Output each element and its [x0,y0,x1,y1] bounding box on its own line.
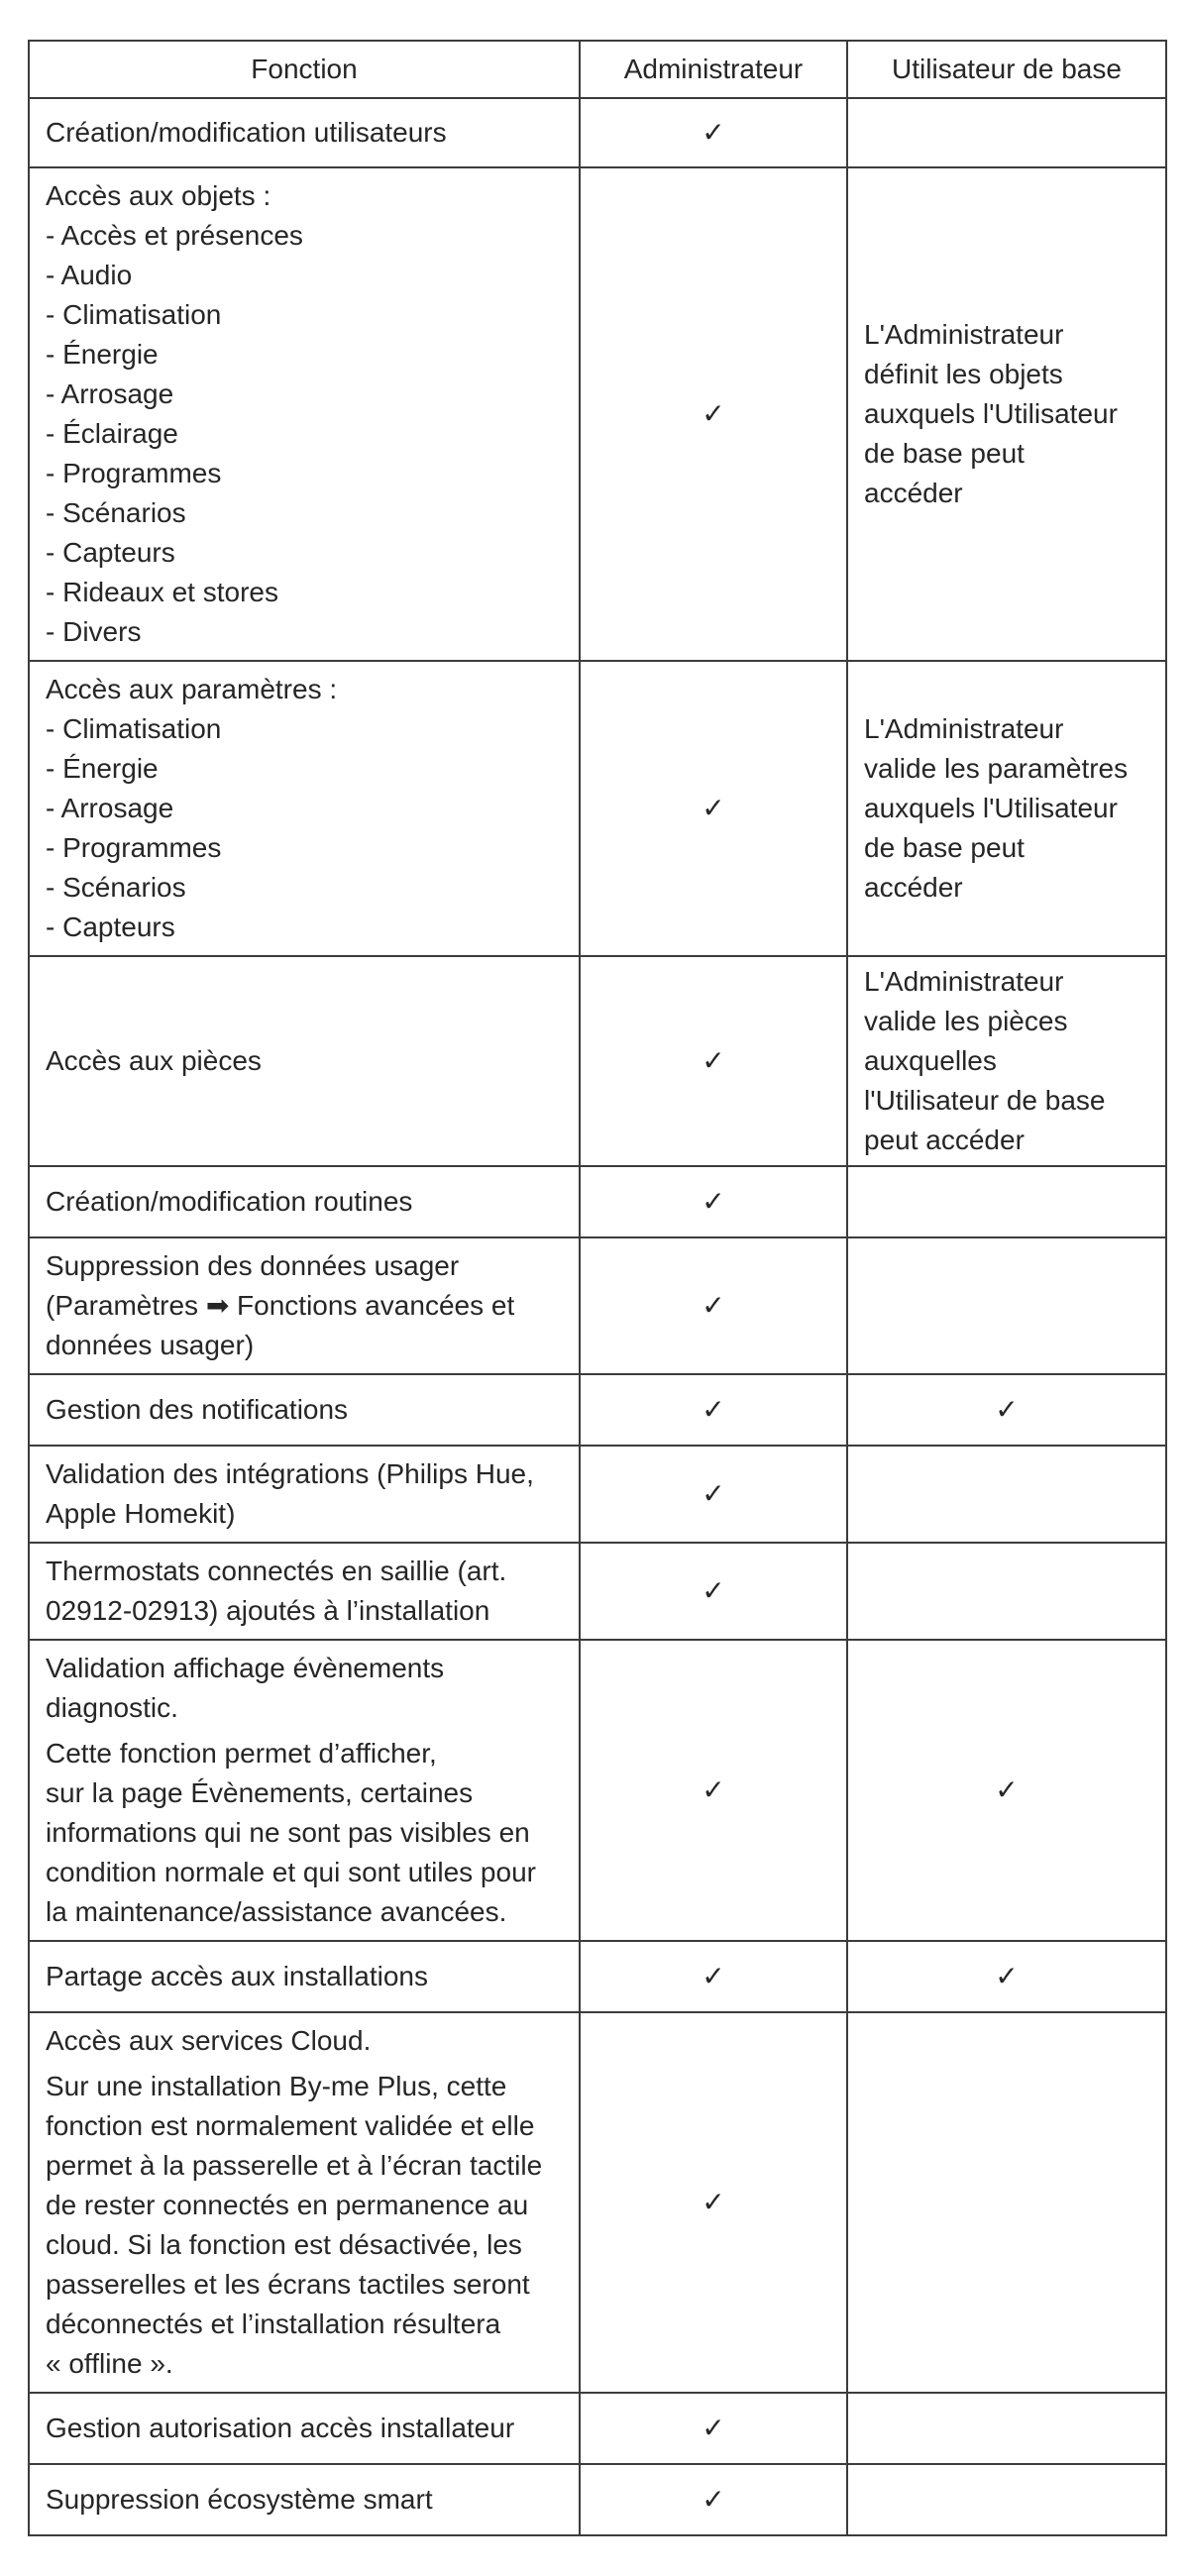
basic-user-cell [847,2393,1166,2464]
function-text: - Climatisation [46,299,222,330]
function-text: diagnostic. [46,1692,178,1723]
function-text: Thermostats connectés en saillie (art. [46,1556,507,1586]
function-text: Partage accès aux installations [46,1961,428,1991]
function-text: Création/modification routines [46,1186,413,1217]
basic-user-note: L'Administrateur [864,713,1064,744]
table-row [29,1166,1166,1237]
basic-user-note: accéder [864,872,963,903]
table-row [29,1543,1166,1640]
function-text: Accès aux pièces [46,1045,262,1076]
function-cell [29,167,580,661]
basic-user-cell [847,1446,1166,1543]
basic-user-cell [847,167,1166,661]
admin-cell [580,661,847,956]
table-row [29,1941,1166,2012]
basic-user-note: de base peut [864,832,1025,863]
check-icon: ✓ [702,2483,725,2516]
function-text: - Capteurs [46,912,175,942]
basic-user-note: de base peut [864,438,1025,469]
check-icon: ✓ [702,116,725,149]
function-description: fonction est normalement validée et elle [46,2110,535,2141]
function-text: Accès aux objets : [46,180,271,211]
function-text: - Arrosage [46,793,174,823]
function-text: - Audio [46,260,133,290]
function-cell [29,1374,580,1446]
function-description: la maintenance/assistance avancées. [46,1896,507,1927]
function-text: Création/modification utilisateurs [46,117,447,148]
check-icon: ✓ [702,1044,725,1077]
function-description: « offline ». [46,2348,173,2379]
basic-user-note: l'Utilisateur de base [864,1085,1106,1116]
admin-cell [580,1374,847,1446]
basic-user-cell [847,1166,1166,1237]
function-cell [29,1640,580,1941]
function-description: sur la page Évènements, certaines [46,1777,474,1808]
function-text: Validation des intégrations (Philips Hue, [46,1458,534,1489]
check-icon: ✓ [995,1960,1019,1992]
basic-user-cell [847,1237,1166,1374]
table-row [29,1640,1166,1941]
function-text: - Arrosage [46,378,174,409]
basic-user-note: valide les paramètres [864,753,1129,784]
function-text: (Paramètres ➡ Fonctions avancées et [46,1290,515,1321]
basic-user-note: définit les objets [864,359,1063,389]
function-cell [29,1941,580,2012]
function-cell [29,2012,580,2393]
basic-user-note: accéder [864,478,963,508]
admin-cell [580,1640,847,1941]
basic-user-cell [847,1941,1166,2012]
check-icon: ✓ [702,397,725,430]
function-text: Gestion autorisation accès installateur [46,2413,515,2443]
table-row [29,661,1166,956]
function-text: Accès aux services Cloud. [46,2025,372,2056]
table-row [29,1446,1166,1543]
function-text: - Divers [46,616,142,647]
check-icon: ✓ [995,1393,1019,1426]
admin-cell [580,1446,847,1543]
access-rights-table [28,40,1167,2536]
basic-user-cell [847,98,1166,167]
function-cell [29,1446,580,1543]
basic-user-note: L'Administrateur [864,966,1064,997]
function-text: - Scénarios [46,497,186,528]
check-icon: ✓ [702,792,725,824]
check-icon: ✓ [702,1477,725,1510]
function-text: Suppression des données usager [46,1250,460,1281]
table-row [29,1237,1166,1374]
basic-user-cell [847,2012,1166,2393]
function-text: - Éclairage [46,418,178,449]
function-text: - Climatisation [46,713,222,744]
function-text: Apple Homekit) [46,1498,236,1529]
function-description: informations qui ne sont pas visibles en [46,1817,530,1848]
function-text: - Scénarios [46,872,186,903]
admin-cell [580,98,847,167]
basic-user-note: L'Administrateur [864,319,1064,350]
basic-user-note: auxquels l'Utilisateur [864,398,1118,429]
admin-cell [580,167,847,661]
function-cell [29,2393,580,2464]
admin-cell [580,1237,847,1374]
check-icon: ✓ [702,1960,725,1992]
basic-user-cell [847,1543,1166,1640]
function-text: données usager) [46,1330,255,1360]
check-icon: ✓ [702,1289,725,1322]
table-row [29,98,1166,167]
basic-user-note: auxquelles [864,1045,997,1076]
admin-cell [580,956,847,1166]
table-row [29,2012,1166,2393]
function-description: Cette fonction permet d’afficher, [46,1738,437,1769]
basic-user-note: peut accéder [864,1125,1025,1155]
check-icon: ✓ [702,1185,725,1218]
function-text: - Accès et présences [46,220,303,251]
function-text: - Énergie [46,339,159,370]
basic-user-note: auxquels l'Utilisateur [864,793,1118,823]
basic-user-cell [847,1374,1166,1446]
function-cell [29,1237,580,1374]
basic-user-cell [847,2464,1166,2535]
admin-cell [580,2012,847,2393]
function-text: - Énergie [46,753,159,784]
admin-cell [580,2393,847,2464]
check-icon: ✓ [702,1773,725,1806]
basic-user-cell [847,661,1166,956]
check-icon: ✓ [702,1393,725,1426]
function-text: - Rideaux et stores [46,577,278,607]
header-admin: Administrateur [580,41,847,98]
basic-user-cell [847,956,1166,1166]
function-cell [29,661,580,956]
check-icon: ✓ [702,1574,725,1607]
function-text: - Programmes [46,458,222,488]
function-description: de rester connectés en permanence au [46,2190,529,2220]
function-description: permet à la passerelle et à l’écran tactile [46,2150,543,2181]
table-row [29,167,1166,661]
table-row [29,1374,1166,1446]
function-cell [29,98,580,167]
admin-cell [580,1543,847,1640]
function-description: passerelles et les écrans tactiles seront [46,2269,530,2300]
function-text: Gestion des notifications [46,1394,349,1425]
admin-cell [580,1941,847,2012]
basic-user-note: valide les pièces [864,1006,1068,1036]
function-text: Accès aux paramètres : [46,674,338,704]
function-cell [29,1166,580,1237]
function-description: Sur une installation By-me Plus, cette [46,2071,507,2101]
function-description: condition normale et qui sont utiles pour [46,1857,536,1887]
function-text: Suppression écosystème smart [46,2484,433,2515]
check-icon: ✓ [995,1773,1019,1806]
check-icon: ✓ [702,2186,725,2218]
function-text: - Programmes [46,832,222,863]
function-text: - Capteurs [46,537,175,568]
table-row [29,2393,1166,2464]
basic-user-cell [847,1640,1166,1941]
admin-cell [580,2464,847,2535]
function-description: cloud. Si la fonction est désactivée, les [46,2229,522,2260]
check-icon: ✓ [702,2412,725,2444]
function-text: 02912-02913) ajoutés à l’installation [46,1595,490,1626]
header-row [29,41,1166,98]
table-row [29,956,1166,1166]
function-cell [29,956,580,1166]
admin-cell [580,1166,847,1237]
function-text: Validation affichage évènements [46,1653,445,1683]
header-basic-user: Utilisateur de base [847,41,1166,98]
function-description: déconnectés et l’installation résultera [46,2308,501,2339]
function-cell [29,1543,580,1640]
function-cell [29,2464,580,2535]
header-function: Fonction [29,41,580,98]
table-row [29,2464,1166,2535]
